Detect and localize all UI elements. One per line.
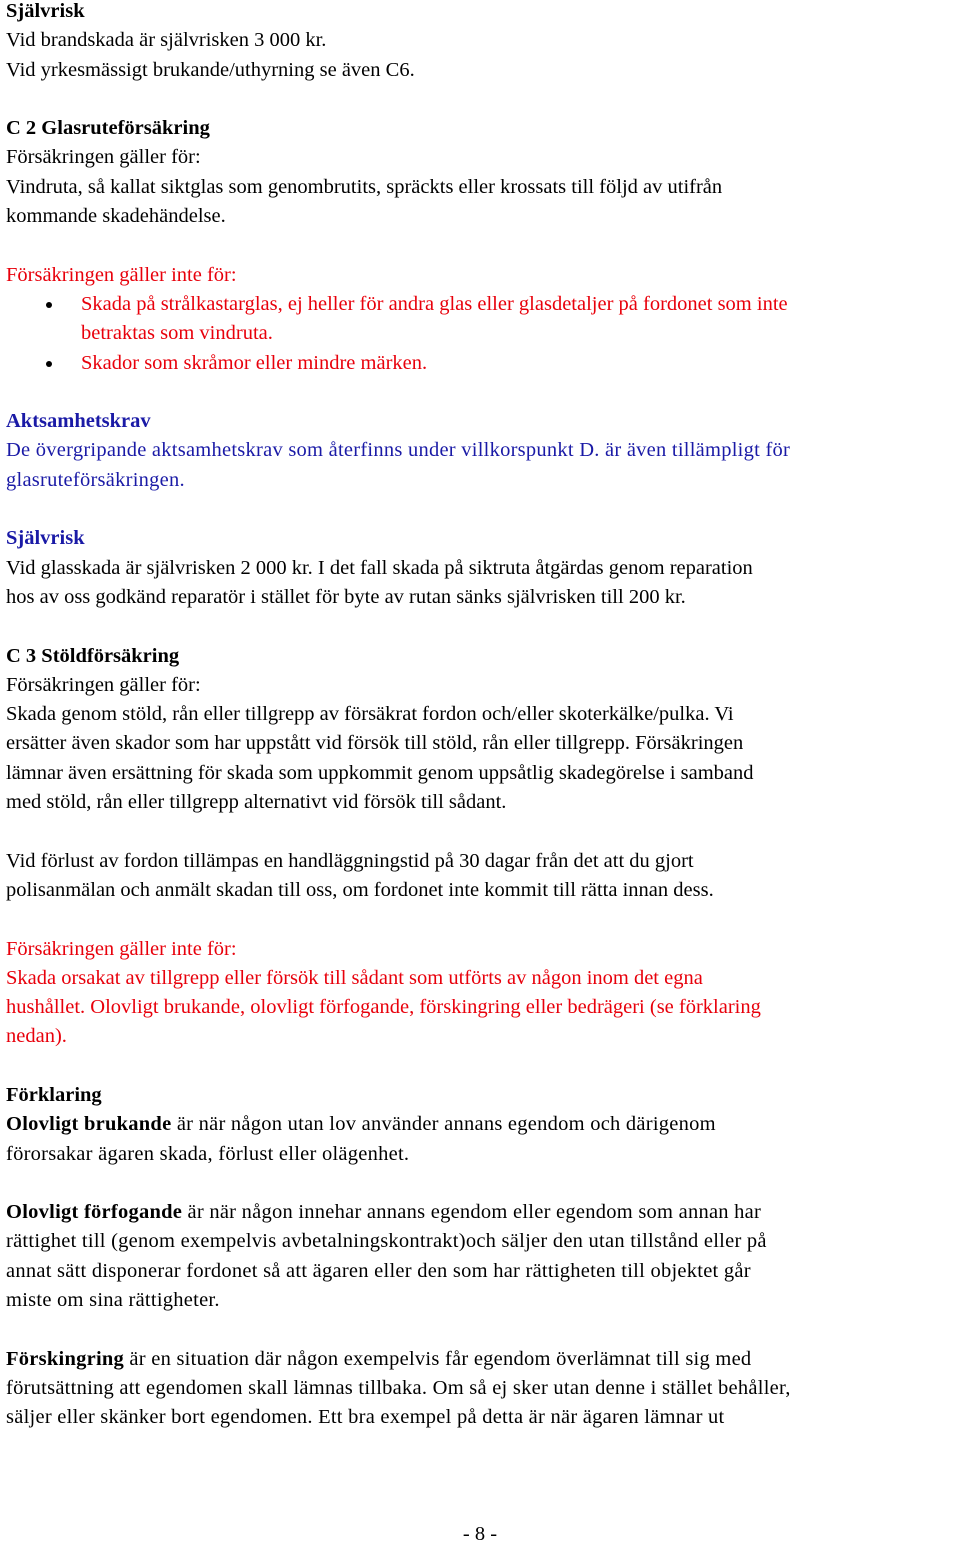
paragraph-line: glasruteförsäkringen. bbox=[6, 468, 185, 491]
applies-label: Försäkringen gäller för: bbox=[6, 673, 201, 696]
paragraph-line: lämnar även ersättning för skada som uppkommit genom uppsåtlig skadegörelse i samband bbox=[6, 761, 754, 784]
definition-text: är när någon innehar annans egendom eller egendom som annan har bbox=[182, 1201, 762, 1224]
paragraph-line: Vid brandskada är självrisken 3 000 kr. bbox=[6, 29, 327, 52]
term-unauthorized-use: Olovligt brukande bbox=[6, 1113, 172, 1136]
bullet-text: Skada på strålkastarglas, ej heller för andra glas eller glasdetaljer på fordonet som inte bbox=[81, 292, 788, 315]
paragraph-line: Vid yrkesmässigt brukande/uthyrning se även C6. bbox=[6, 58, 415, 81]
paragraph-line: Skada genom stöld, rån eller tillgrepp av försäkrat fordon och/eller skoterkälke/pulka. Vi bbox=[6, 703, 734, 726]
paragraph-line: De övergripande aktsamhetskrav som återfinns under villkorspunkt D. är även tillämpligt för bbox=[6, 439, 791, 462]
page-number: - 8 - bbox=[462, 1523, 498, 1545]
spacer bbox=[6, 905, 956, 934]
care-requirements-heading: Aktsamhetskrav bbox=[6, 410, 151, 433]
definition-text: är när någon utan lov använder annans egendom och därigenom bbox=[171, 1113, 716, 1136]
bullet-text: betraktas som vindruta. bbox=[81, 322, 273, 345]
document-page bbox=[6, 0, 956, 1433]
explanation-heading: Förklaring bbox=[6, 1083, 102, 1106]
spacer bbox=[6, 1052, 956, 1081]
definition-line bbox=[6, 1110, 956, 1139]
paragraph-line: miste om sina rättigheter. bbox=[6, 1289, 220, 1312]
section-heading-theft-insurance: C 3 Stöldförsäkring bbox=[6, 644, 180, 667]
paragraph-line: ersätter även skador som har uppstått vid försök till stöld, rån eller tillgrepp. Försäkringen bbox=[6, 732, 744, 755]
spacer bbox=[6, 495, 956, 524]
paragraph-line: annat sätt disponerar fordonet så att ägaren eller den som har rättigheten till objektet går bbox=[6, 1259, 751, 1282]
paragraph-line: polisanmälan och anmält skadan till oss, om fordonet inte kommit till rätta innan dess. bbox=[6, 878, 714, 901]
bullet-item bbox=[6, 290, 956, 319]
spacer bbox=[6, 1169, 956, 1198]
bullet-item-continuation bbox=[6, 319, 956, 348]
paragraph-line: Skada orsakat av tillgrepp eller försök till sådant som utförts av någon inom det egna bbox=[6, 966, 703, 989]
spacer bbox=[6, 231, 956, 260]
deductible-heading-glass: Självrisk bbox=[6, 527, 85, 550]
bullet-icon bbox=[46, 361, 52, 367]
spacer bbox=[6, 85, 956, 114]
paragraph-line: säljer eller skänker bort egendomen. Ett bra exempel på detta är när ägaren lämnar ut bbox=[6, 1406, 725, 1429]
paragraph-line: hushållet. Olovligt brukande, olovligt förfogande, förskingring eller bedrägeri (se förklaring bbox=[6, 996, 761, 1019]
not-applies-label: Försäkringen gäller inte för: bbox=[6, 263, 237, 286]
definition-text: är en situation där någon exempelvis får egendom överlämnat till sig med bbox=[124, 1347, 752, 1370]
applies-label: Försäkringen gäller för: bbox=[6, 146, 201, 169]
bullet-item bbox=[6, 349, 956, 378]
paragraph-line: Vindruta, så kallat siktglas som genombrutits, spräckts eller krossats till följd av utifrån bbox=[6, 175, 723, 198]
term-unauthorized-disposal: Olovligt förfogande bbox=[6, 1201, 183, 1224]
section-heading-deductible-fire: Självrisk bbox=[6, 0, 85, 22]
section-heading-glass-insurance: C 2 Glasruteförsäkring bbox=[6, 117, 210, 140]
spacer bbox=[6, 1315, 956, 1344]
paragraph-line: hos av oss godkänd reparatör i stället för byte av rutan sänks självrisken till 200 kr. bbox=[6, 585, 686, 608]
definition-line bbox=[6, 1345, 956, 1374]
definition-line bbox=[6, 1198, 956, 1227]
paragraph-line: rättighet till (genom exempelvis avbetalningskontrakt)och säljer den utan tillstånd eller på bbox=[6, 1230, 767, 1253]
bullet-text: Skador som skråmor eller mindre märken. bbox=[81, 351, 428, 374]
paragraph-line: förutsättning att egendomen skall lämnas tillbaka. Om så ej sker utan denne i stället behåller, bbox=[6, 1376, 791, 1399]
not-applies-label: Försäkringen gäller inte för: bbox=[6, 937, 237, 960]
paragraph-line: nedan). bbox=[6, 1025, 67, 1048]
paragraph-line: förorsakar ägaren skada, förlust eller olägenhet. bbox=[6, 1142, 410, 1165]
term-embezzlement: Förskingring bbox=[6, 1347, 125, 1370]
paragraph-line: med stöld, rån eller tillgrepp alternativt vid försök till sådant. bbox=[6, 791, 507, 814]
paragraph-line: Vid förlust av fordon tillämpas en handläggningstid på 30 dagar från det att du gjort bbox=[6, 849, 694, 872]
paragraph-line: kommande skadehändelse. bbox=[6, 205, 226, 228]
spacer bbox=[6, 612, 956, 641]
paragraph-line: Vid glasskada är självrisken 2 000 kr. I det fall skada på siktruta åtgärdas genom reparation bbox=[6, 556, 753, 579]
spacer bbox=[6, 378, 956, 407]
bullet-icon bbox=[46, 302, 52, 308]
spacer bbox=[6, 817, 956, 846]
